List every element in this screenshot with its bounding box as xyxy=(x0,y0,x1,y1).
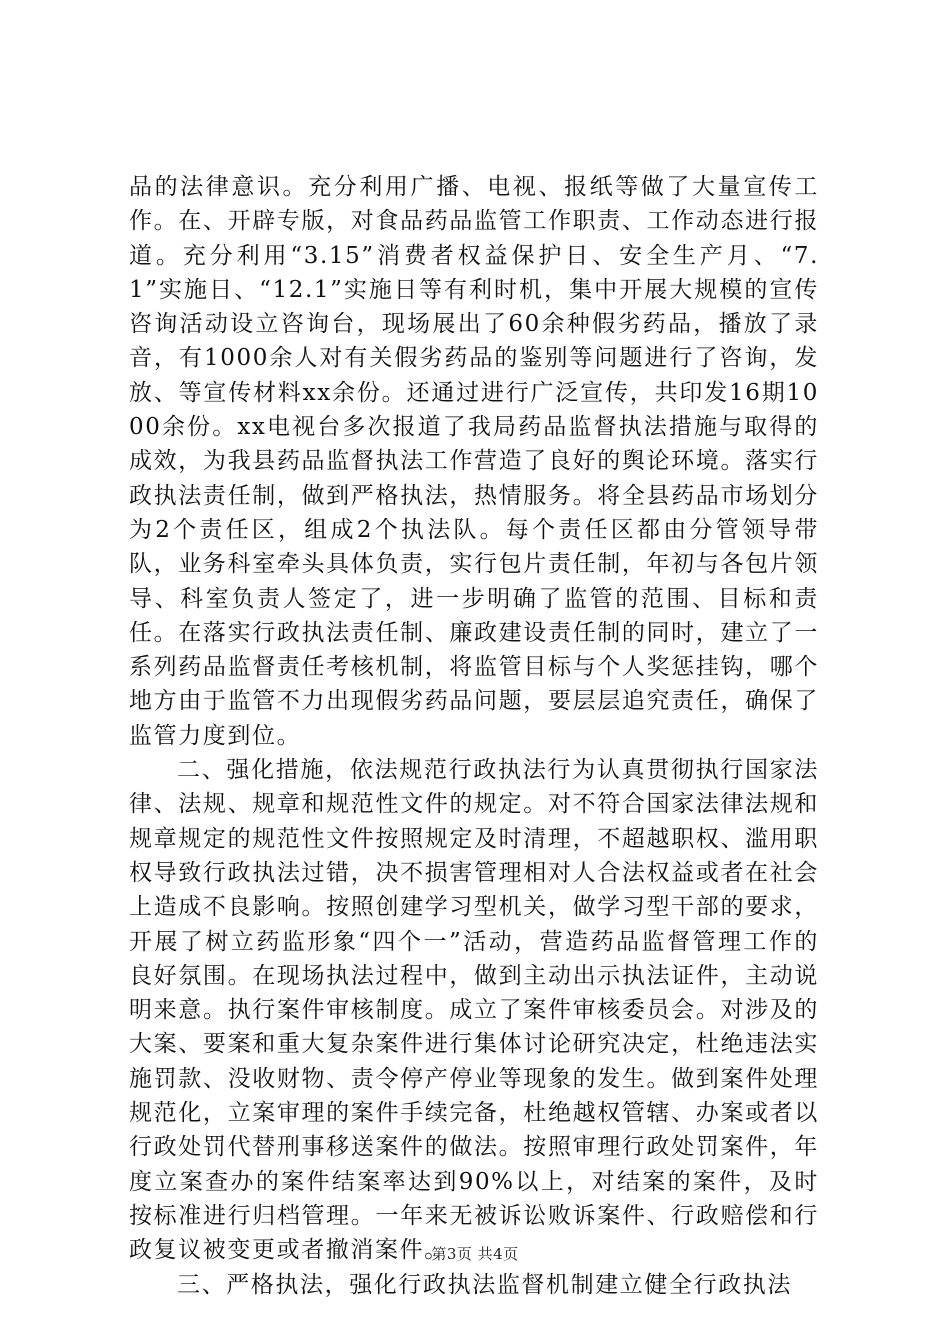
paragraph-enforcement: 三、严格执法，强化行政执法监督机制建立健全行政执法 xyxy=(177,1271,792,1298)
paragraph-publicity: 品的法律意识。充分利用广播、电视、报纸等做了大量宣传工作。在、开辟专版，对食品药品监管工作职责、工作动态进行报道。充分利用“3.15”消费者权益保护日、安全生产月、“7.1”实施日、“12.1”实施日等有利时机，集中开展大规模的宣传咨询活动设立咨询台，现场展出了60余种假劣药品，播放了录音，有1000余人对有关假劣药品的鉴别等问题进行了咨询，发放、等宣传材料xx余份。还通过进行广泛宣传，共印发16期1000余份。xx电视台多次报道了我局药品监督执法措施与取得的成效，为我县药品监督执法工作营造了良好的舆论环境。落实行政执法责任制，做到严格执法，热情服务。将全县药品市场划分为2个责任区，组成2个执法队。每个责任区都由分管领导带队，业务科室牵头具体负责，实行包片责任制，年初与各包片领导、科室负责人签定了，进一步明确了监管的范围、目标和责任。在落实行政执法责任制、廉政建设责任制的同时，建立了一系列药品监督责任考核机制，将监管目标与个人奖惩挂钩，哪个地方由于监管不力出现假劣药品问题，要层层追究责任，确保了监管力度到位。 xyxy=(129,174,819,749)
page-footer: 第3页 共4页 xyxy=(431,1245,519,1263)
document-body xyxy=(129,170,819,1302)
paragraph-measures: 二、强化措施，依法规范行政执法行为认真贯彻执行国家法律、法规、规章和规范性文件的规定。对不符合国家法律法规和规章规定的规范性文件按照规定及时清理，不超越职权、滥用职权导致行政执法过错，决不损害管理相对人合法权益或者在社会上造成不良影响。按照创建学习型机关，做学习型干部的要求，开展了树立药监形象“四个一”活动，营造药品监督管理工作的良好氛围。在现场执法过程中，做到主动出示执法证件，主动说明来意。执行案件审核制度。成立了案件审核委员会。对涉及的大案、要案和重大复杂案件进行集体讨论研究决定，杜绝违法实施罚款、没收财物、责令停产停业等现象的发生。做到案件处理规范化，立案审理的案件手续完备，杜绝越权管辖、办案或者以行政处罚代替刑事移送案件的做法。按照审理行政处罚案件，年度立案查办的案件结案率达到90%以上，对结案的案件，及时按标准进行归档管理。一年来无被诉讼败诉案件、行政赔偿和行政复议被变更或者撤消案件。 xyxy=(129,757,819,1264)
